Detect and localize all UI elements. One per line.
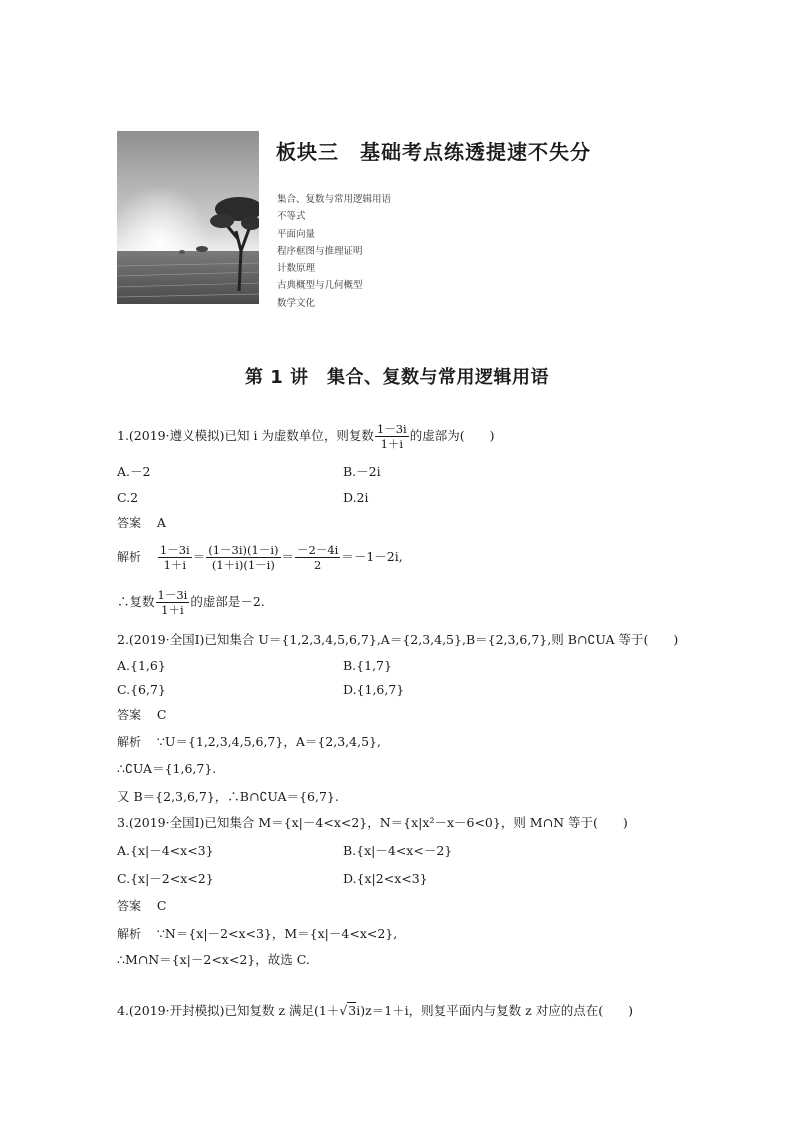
analysis-line: 解析 ∵N＝{x|－2<x<3}，M＝{x|－4<x<2},: [117, 926, 398, 941]
toc-item: 平面向量: [277, 228, 316, 240]
answer-label: 答案: [117, 516, 142, 530]
analysis-label: 解析: [117, 550, 142, 564]
option-a: A.－2: [117, 464, 151, 479]
toc-item: 集合、复数与常用逻辑用语: [277, 194, 392, 205]
option-b: B.{1,7}: [343, 658, 392, 673]
answer-line: [117, 707, 167, 723]
answer-label: 答案: [117, 708, 142, 722]
analysis-step: ∴M∩N＝{x|－2<x<2}，故选 C.: [117, 952, 310, 967]
question-4-stem: 4.(2019·开封模拟)已知复数 z 满足(1＋√3i)z＝1＋i，则复平面内与复数 z 对应的点在( ): [117, 1003, 633, 1018]
toc-item: 古典概型与几何概型: [277, 280, 363, 292]
option-c: C.{x|－2<x<2}: [117, 871, 214, 886]
option-b: B.{x|－4<x<－2}: [343, 843, 453, 858]
question-1-stem: 1.(2019·遵义模拟)已知 i 为虚数单位，则复数 $\frac{1-3i}{1+i}$ 的虚部为( ): [117, 422, 495, 451]
answer-label: 答案: [117, 899, 142, 913]
answer-value: C: [156, 707, 167, 722]
option-c: C.2: [117, 490, 139, 505]
toc-item: 不等式: [277, 211, 306, 223]
analysis-line: 解析 ∵U＝{1,2,3,4,5,6,7}，A＝{2,3,4,5},: [117, 734, 381, 749]
answer-value: C: [156, 898, 167, 913]
analysis-step: ∴∁UA＝{1,6,7}.: [117, 761, 217, 776]
analysis-label: 解析: [117, 927, 142, 941]
landscape-photo: [117, 131, 259, 304]
option-b: B.－2i: [343, 464, 381, 479]
answer-line: [117, 515, 166, 531]
analysis-label: 解析: [117, 735, 142, 749]
analysis-line: 解析 $\frac{1-3i}{1+i}$ ＝ $\frac{(1-3i)(1-i)}{(1+i)(1-i)}$ ＝ $\frac{-2-4i}{2}$ ＝－1－2i,: [117, 543, 403, 572]
analysis-step: 又 B＝{2,3,6,7}，∴B∩∁UA＝{6,7}.: [117, 789, 339, 804]
option-c: C.{6,7}: [117, 682, 166, 697]
option-d: D.2i: [343, 490, 369, 505]
option-d: D.{x|2<x<3}: [343, 871, 428, 886]
section-toc: [277, 191, 391, 312]
question-2-stem: 2.(2019·全国Ⅰ)已知集合 U＝{1,2,3,4,5,6,7},A＝{2,3,4,5},B＝{2,3,6,7},则 B∩∁UA 等于( ): [117, 632, 679, 647]
toc-item: 程序框图与推理证明: [277, 245, 363, 257]
option-d: D.{1,6,7}: [343, 682, 405, 697]
answer-line: [117, 898, 167, 914]
toc-item: 数学文化: [277, 297, 316, 309]
sqrt-symbol: √3: [339, 1003, 357, 1018]
lecture-title: 第 1 讲 集合、复数与常用逻辑用语: [244, 367, 550, 388]
option-a: A.{x|－4<x<3}: [117, 843, 214, 858]
block-title: 板块三 基础考点练透提速不失分: [276, 140, 591, 164]
question-3-stem: 3.(2019·全国Ⅰ)已知集合 M＝{x|－4<x<2}，N＝{x|x²－x－6<0}，则 M∩N 等于( ): [117, 815, 628, 830]
option-a: A.{1,6}: [117, 658, 166, 673]
analysis-conclusion: ∴复数 $\frac{1-3i}{1+i}$ 的虚部是－2.: [117, 588, 265, 617]
toc-item: 计数原理: [277, 263, 316, 275]
answer-value: A: [156, 515, 166, 530]
